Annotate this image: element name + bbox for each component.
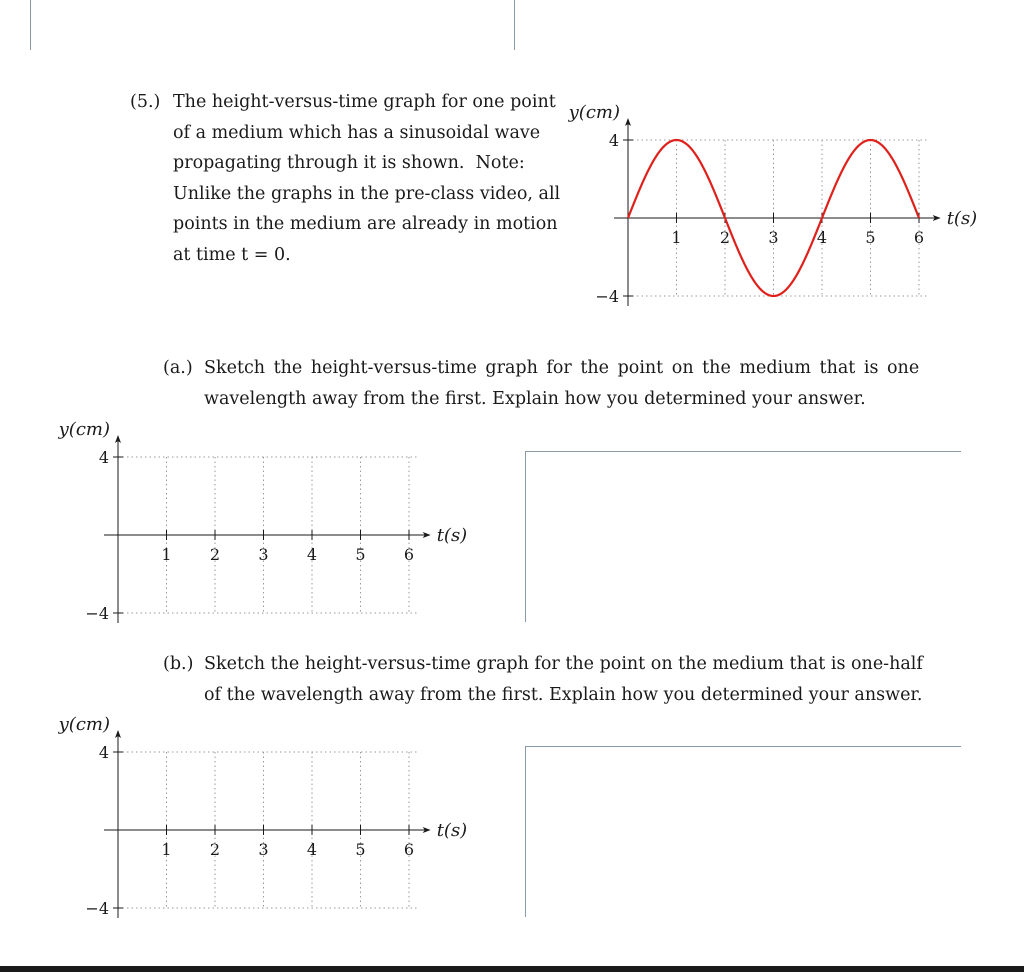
y-tick-label-0: 4	[98, 743, 109, 762]
part-b-label: (b.)	[163, 654, 194, 674]
bottom-bar	[0, 966, 1024, 972]
part-b-text	[204, 649, 923, 710]
problem-line-2: of a medium which has a sinusoidal wave	[173, 122, 541, 143]
top-middle-rule	[514, 0, 515, 50]
y-tick-label-1: −4	[595, 287, 619, 306]
x-tick-label-4: 4	[306, 545, 318, 564]
problem-text	[173, 87, 561, 270]
y-axis-label: y(cm)	[58, 714, 110, 735]
answer-box-a[interactable]	[525, 451, 961, 622]
part-a-line-1: Sketch the height-versus-time graph for the point on the medium that is one	[204, 358, 920, 378]
x-tick-label-3: 3	[258, 840, 269, 859]
x-axis-label: t(s)	[946, 208, 978, 229]
x-tick-label-3: 3	[768, 228, 779, 247]
x-axis-label: t(s)	[436, 820, 468, 841]
problem-line-5: points in the medium are already in motion	[173, 214, 558, 234]
part-a-label: (a.)	[163, 358, 193, 378]
y-tick-label-1: −4	[85, 604, 109, 623]
blank-graph-a[interactable]	[55, 412, 495, 642]
part-a-text	[204, 353, 919, 414]
x-tick-label-2: 2	[719, 228, 731, 247]
x-tick-label-1: 1	[161, 840, 172, 859]
x-axis-label: t(s)	[436, 525, 468, 546]
x-tick-label-2: 2	[209, 840, 221, 859]
problem-line-4: Unlike the graphs in the pre-class video, all	[173, 183, 561, 204]
problem-line-6: at time t = 0.	[173, 244, 291, 265]
x-tick-label-6: 6	[913, 228, 925, 247]
problem-number: (5.)	[130, 92, 161, 112]
x-tick-label-4: 4	[816, 228, 828, 247]
y-tick-label-0: 4	[608, 131, 619, 150]
y-tick-label-1: −4	[85, 899, 109, 918]
x-tick-label-5: 5	[865, 228, 876, 247]
x-tick-label-1: 1	[161, 545, 172, 564]
y-axis-label: y(cm)	[58, 419, 110, 440]
part-b-line-1: Sketch the height-versus-time graph for the point on the medium that is one-half	[204, 654, 923, 674]
x-tick-label-6: 6	[403, 840, 415, 859]
x-tick-label-6: 6	[403, 545, 415, 564]
x-tick-label-5: 5	[355, 840, 366, 859]
x-tick-label-2: 2	[209, 545, 221, 564]
y-axis-label: y(cm)	[568, 102, 620, 123]
part-a-line-2: wavelength away from the first. Explain how you determined your answer.	[204, 388, 866, 409]
problem-line-3: propagating through it is shown. Note:	[173, 153, 525, 173]
x-tick-label-4: 4	[306, 840, 318, 859]
answer-box-b[interactable]	[525, 746, 961, 917]
part-b-line-2: of the wavelength away from the first. Explain how you determined your answer.	[204, 684, 923, 705]
x-tick-label-5: 5	[355, 545, 366, 564]
blank-graph-b[interactable]	[55, 707, 495, 937]
y-tick-label-0: 4	[98, 448, 109, 467]
x-tick-label-1: 1	[671, 228, 682, 247]
top-left-rule	[30, 0, 31, 50]
given-wave-graph	[560, 95, 1000, 325]
x-tick-label-3: 3	[258, 545, 269, 564]
problem-line-1: The height-versus-time graph for one point	[173, 92, 556, 112]
